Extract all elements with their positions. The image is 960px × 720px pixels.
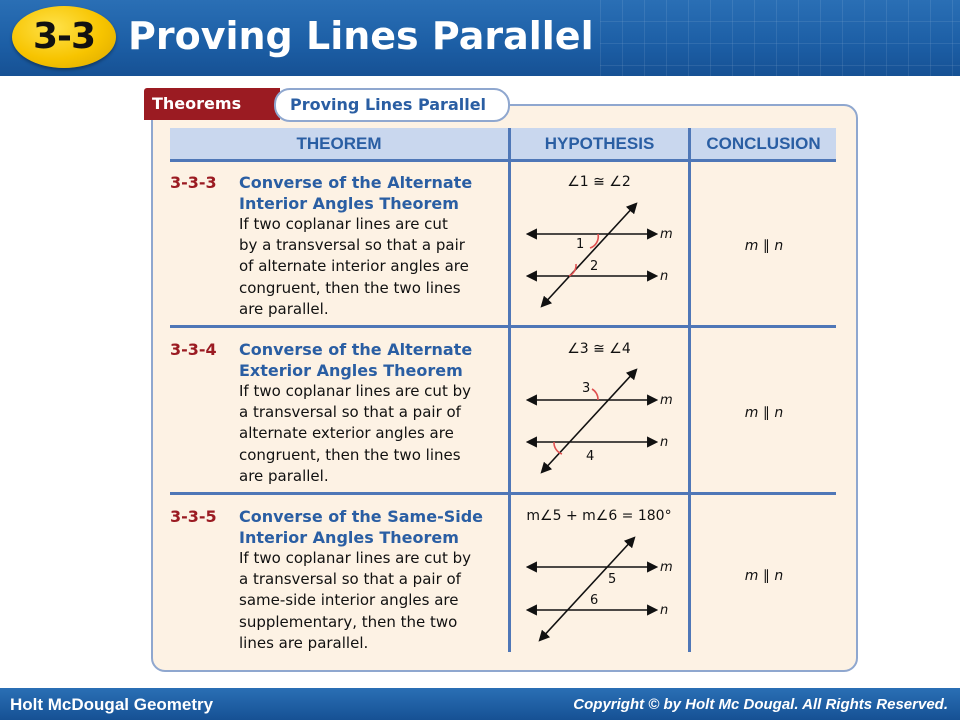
- footer-publisher: Holt McDougal Geometry: [10, 695, 214, 714]
- column-header-hypothesis: [511, 128, 688, 160]
- row-divider: [170, 492, 836, 495]
- hypothesis-text: m∠5 + m∠6 = 180°: [526, 508, 672, 524]
- transversal-line: [542, 204, 636, 306]
- theorem-name-line: Interior Angles Theorem: [239, 528, 459, 547]
- parallel-lines-diagram: [514, 196, 684, 316]
- statement-line: a transversal so that a pair of: [239, 403, 461, 422]
- line-label-n: n: [660, 435, 669, 450]
- line-label-n: n: [660, 603, 669, 618]
- statement-line: If two coplanar lines are cut by: [239, 382, 471, 400]
- statement-line: are parallel.: [239, 299, 329, 318]
- row-divider: [170, 325, 836, 328]
- parallel-lines-diagram: [514, 362, 684, 482]
- footer-copyright: Copyright © by Holt Mc Dougal. All Rights Reserved.: [573, 696, 948, 713]
- panel-title: Proving Lines Parallel: [290, 95, 487, 114]
- theorem-statement: [239, 214, 469, 320]
- theorem-statement: [239, 381, 471, 487]
- line-label-m: m: [660, 393, 673, 408]
- theorem-name-line: Converse of the Alternate: [239, 340, 473, 359]
- conclusion-text: m ∥ n: [744, 405, 784, 421]
- angle-label: 5: [608, 572, 617, 587]
- line-label-m: m: [660, 227, 673, 242]
- statement-line: of alternate interior angles are: [239, 257, 469, 276]
- lesson-number: 3-3: [32, 16, 96, 57]
- theorem-name-line: Exterior Angles Theorem: [239, 361, 463, 380]
- theorem-name-line: Converse of the Same-Side: [239, 507, 484, 526]
- column-header-label: CONCLUSION: [706, 134, 821, 153]
- transversal-line: [540, 538, 634, 640]
- panel-title-pill: [274, 88, 510, 122]
- angle-label: 1: [576, 237, 585, 252]
- theorem-name: [239, 172, 472, 214]
- angle-arc: [592, 389, 598, 400]
- statement-line: a transversal so that a pair of: [239, 570, 461, 589]
- line-label-n: n: [660, 269, 669, 284]
- theorem-statement: [239, 548, 471, 654]
- conclusion-text: m ∥ n: [744, 238, 784, 254]
- parallel-lines-diagram: [514, 530, 684, 650]
- theorem-name: [239, 339, 472, 381]
- slide-footer: [0, 688, 960, 720]
- conclusion-text: m ∥ n: [744, 568, 784, 584]
- theorem-name-line: Converse of the Alternate: [239, 173, 473, 192]
- theorem-name-line: Interior Angles Theorem: [239, 194, 459, 213]
- column-header-conclusion: [691, 128, 836, 160]
- angle-arc: [569, 264, 576, 276]
- angle-label: 6: [590, 593, 599, 608]
- angle-label: 4: [586, 449, 595, 464]
- statement-line: by a transversal so that a pair: [239, 236, 465, 255]
- angle-label: 3: [582, 381, 591, 396]
- header-pattern: [600, 0, 960, 76]
- statement-line: If two coplanar lines are cut by: [239, 549, 471, 567]
- slide-title: Proving Lines Parallel: [128, 14, 594, 58]
- column-divider: [508, 128, 511, 652]
- theorem-number: 3-3-4: [170, 340, 217, 359]
- column-header-label: THEOREM: [296, 134, 382, 153]
- row-divider: [170, 159, 836, 162]
- statement-line: congruent, then the two lines: [239, 278, 461, 297]
- statement-line: alternate exterior angles are: [239, 424, 454, 443]
- theorem-name: [239, 506, 483, 548]
- theorem-number: 3-3-3: [170, 173, 217, 192]
- angle-label: 2: [590, 259, 599, 274]
- theorems-tab: [144, 88, 280, 120]
- hypothesis-text: ∠3 ≅ ∠4: [567, 341, 631, 357]
- slide-header: [0, 0, 960, 76]
- statement-line: supplementary, then the two: [239, 612, 458, 631]
- statement-line: lines are parallel.: [239, 633, 369, 652]
- lesson-badge: [12, 6, 116, 68]
- column-header-theorem: [170, 128, 508, 160]
- column-header-label: HYPOTHESIS: [544, 134, 655, 153]
- statement-line: congruent, then the two lines: [239, 445, 461, 464]
- statement-line: If two coplanar lines are cut: [239, 215, 448, 233]
- statement-line: are parallel.: [239, 466, 329, 485]
- statement-line: same-side interior angles are: [239, 591, 459, 610]
- hypothesis-text: ∠1 ≅ ∠2: [567, 174, 631, 190]
- theorem-number: 3-3-5: [170, 507, 217, 526]
- theorems-tab-label: Theorems: [152, 94, 242, 113]
- column-divider: [688, 128, 691, 652]
- line-label-m: m: [660, 560, 673, 575]
